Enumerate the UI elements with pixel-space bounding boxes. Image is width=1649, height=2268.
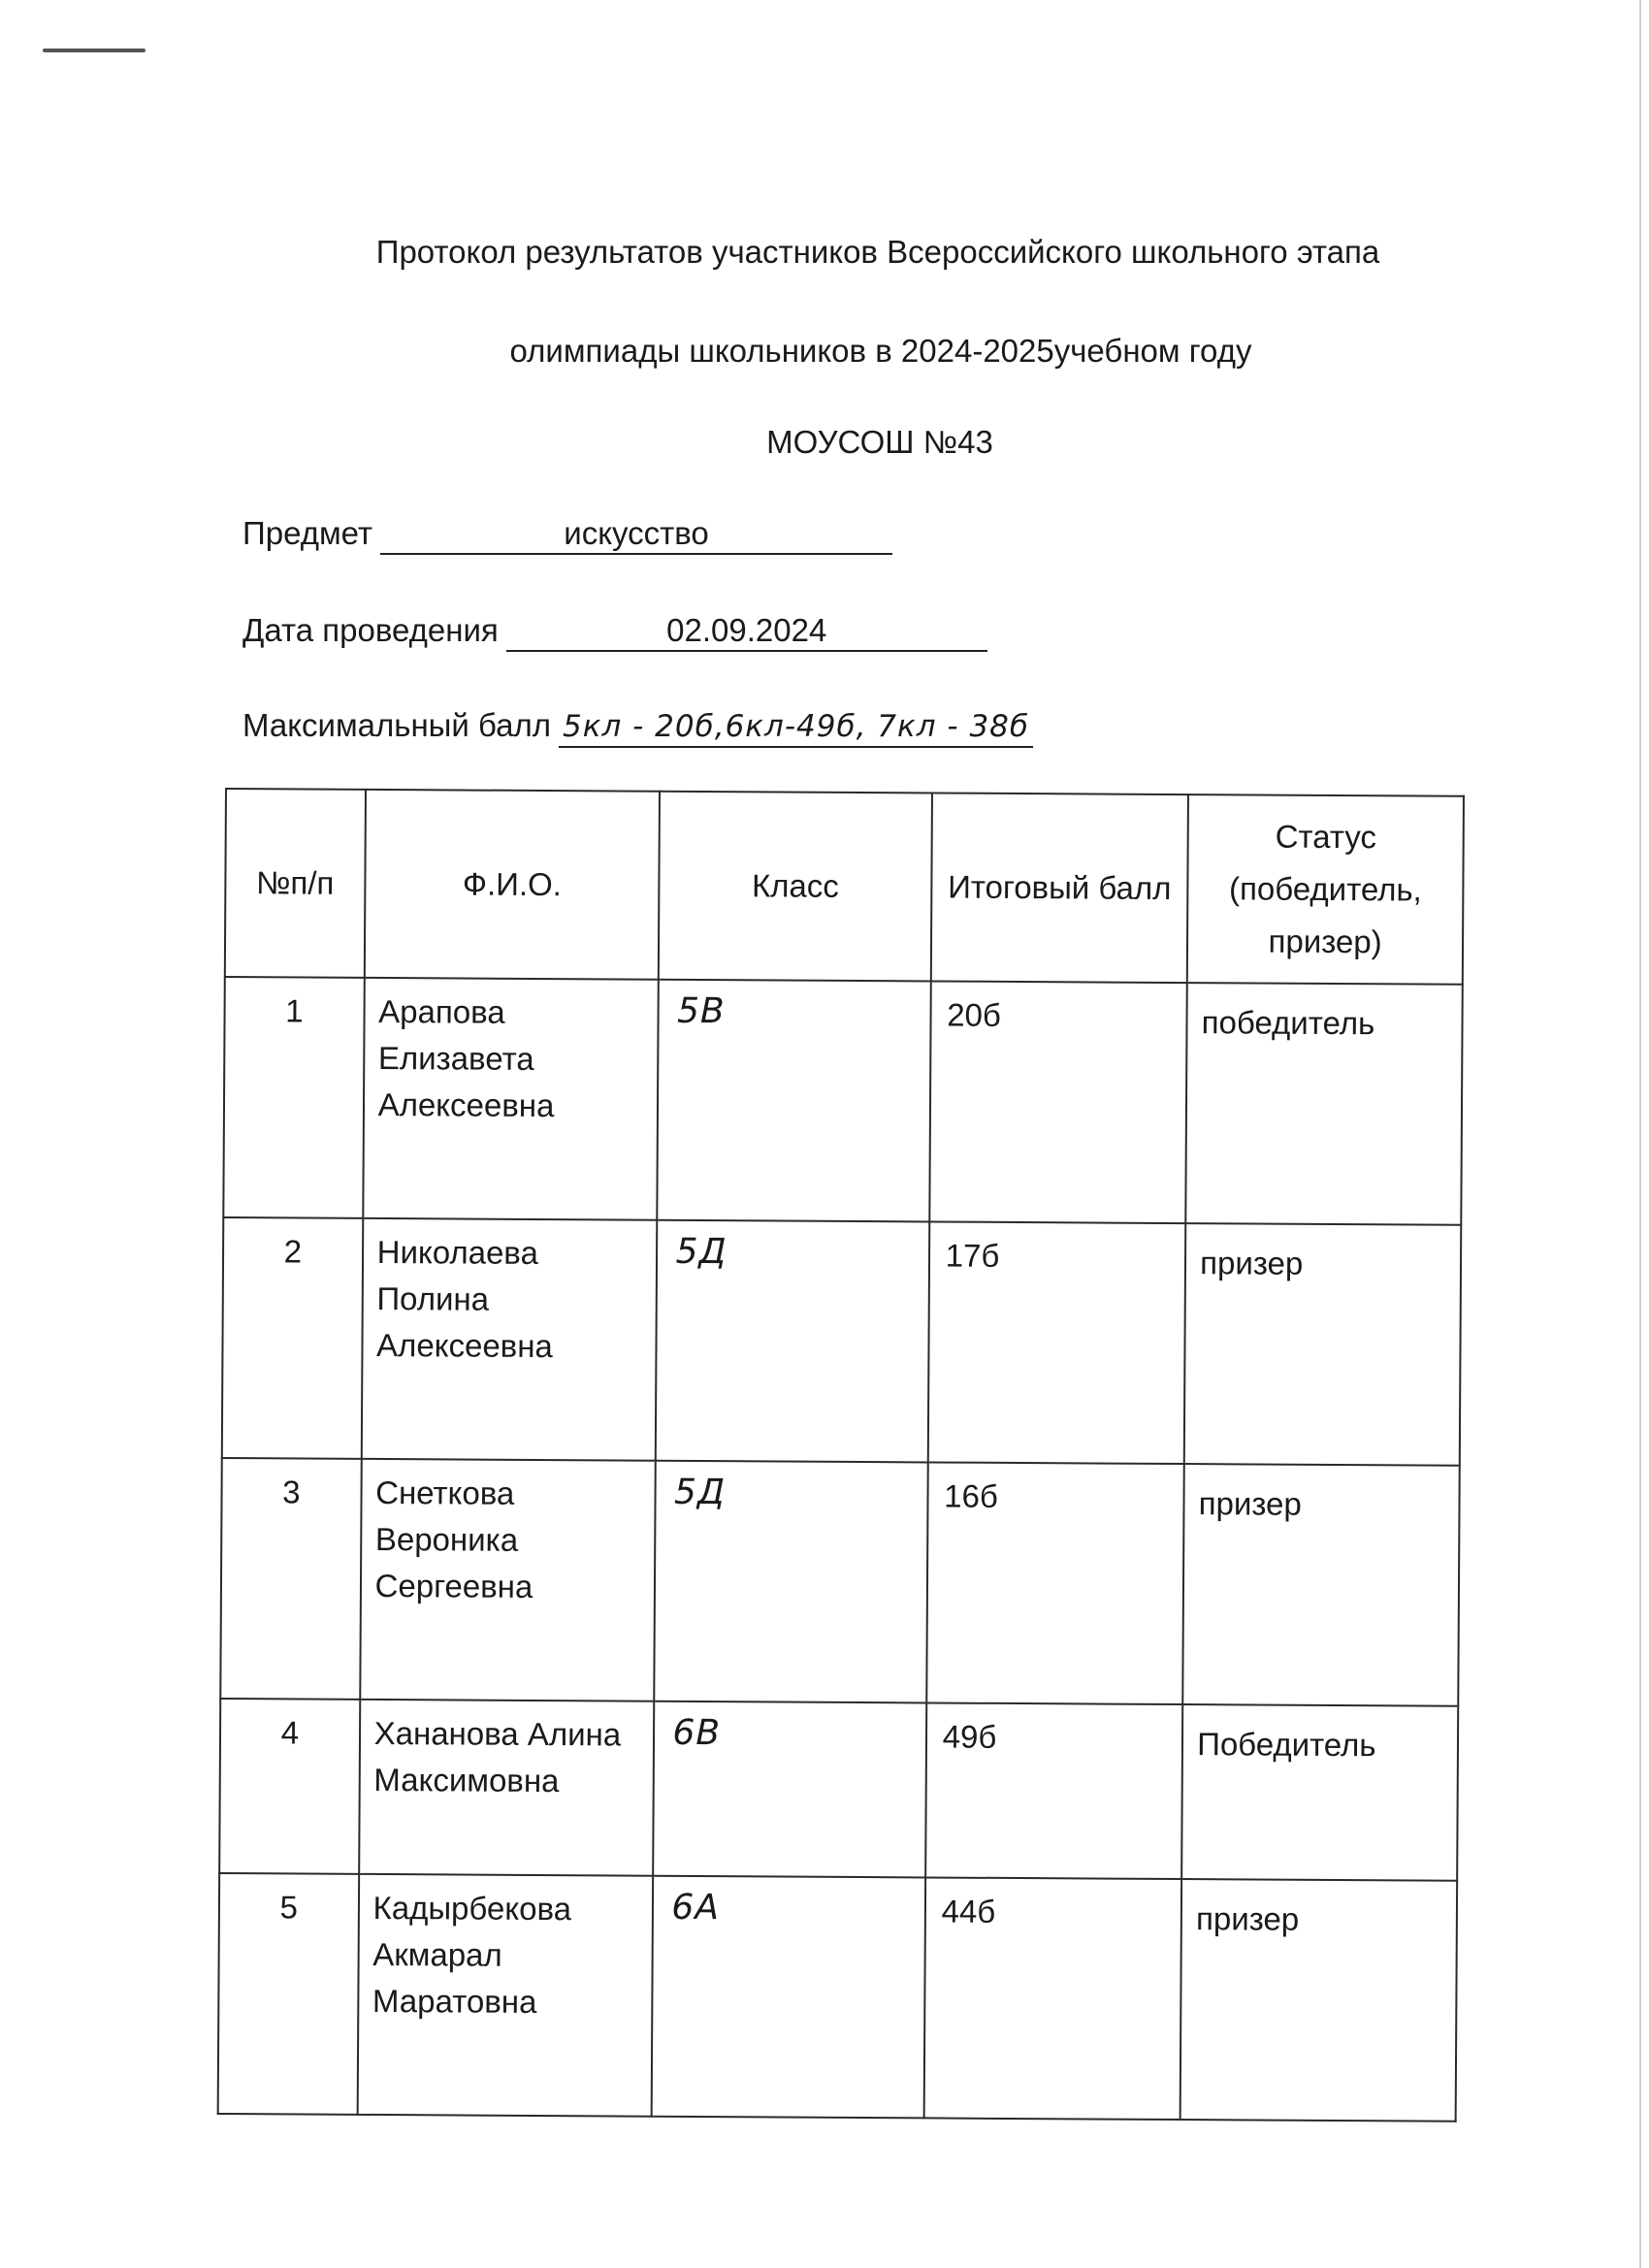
row-class: 5Д (656, 1220, 929, 1463)
table-row (218, 1873, 1457, 2122)
row-status: призер (1184, 1223, 1461, 1466)
row-class: 5В (658, 980, 931, 1222)
row-num: 3 (220, 1458, 361, 1700)
row-status: призер (1182, 1464, 1459, 1706)
row-class: 6А (652, 1876, 925, 2119)
row-status: победитель (1185, 983, 1462, 1225)
school-name: МОУСОШ №43 (766, 424, 993, 460)
table-row (223, 977, 1462, 1225)
row-status: Победитель (1181, 1704, 1458, 1881)
date-field (242, 611, 987, 652)
document-title-line-2: олимпиады школьников в 2024-2025учебном году (509, 333, 1252, 369)
header-num: №п/п (225, 789, 366, 978)
subject-value: искусство (380, 514, 892, 555)
document-title-line-1: Протокол результатов участников Всероссийского школьного этапа (375, 234, 1380, 270)
max-score-value: 5кл - 20б,6кл-49б, 7кл - 38б (559, 707, 1033, 748)
row-name: Хананова Алина Максимовна (359, 1700, 655, 1876)
header-score: Итоговый балл (930, 793, 1188, 983)
table-row (220, 1458, 1459, 1706)
header-status: Статус (победитель, призер) (1187, 794, 1464, 985)
row-status: призер (1180, 1879, 1457, 2122)
row-class: 5Д (655, 1461, 928, 1703)
row-score: 44б (923, 1877, 1181, 2120)
max-score-label: Максимальный балл (242, 707, 551, 743)
row-name: Снеткова Вероника Сергеевна (360, 1459, 656, 1701)
row-score: 16б (926, 1462, 1184, 1704)
subject-label: Предмет (242, 515, 373, 551)
header-class: Класс (659, 792, 931, 982)
date-label: Дата проведения (242, 612, 499, 648)
row-num: 1 (223, 977, 364, 1218)
subject-field (242, 514, 892, 555)
scan-corner-mark (43, 49, 146, 52)
row-num: 4 (219, 1699, 360, 1874)
table-header-row (225, 789, 1464, 985)
row-score: 49б (925, 1702, 1183, 1879)
row-num: 5 (218, 1873, 359, 2115)
table-row (222, 1217, 1461, 1466)
row-name: Кадырбекова Акмарал Маратовна (357, 1874, 653, 2117)
row-score: 20б (929, 981, 1187, 1223)
results-table (217, 788, 1465, 2122)
header-name: Ф.И.О. (364, 790, 660, 980)
row-name: Арапова Елизавета Алексеевна (363, 978, 659, 1220)
row-score: 17б (927, 1221, 1185, 1464)
row-name: Николаева Полина Алексеевна (361, 1218, 657, 1461)
row-class: 6В (654, 1701, 926, 1878)
table-row (219, 1699, 1458, 1881)
row-num: 2 (222, 1217, 363, 1459)
date-value: 02.09.2024 (506, 611, 987, 652)
max-score-field (242, 706, 1033, 748)
